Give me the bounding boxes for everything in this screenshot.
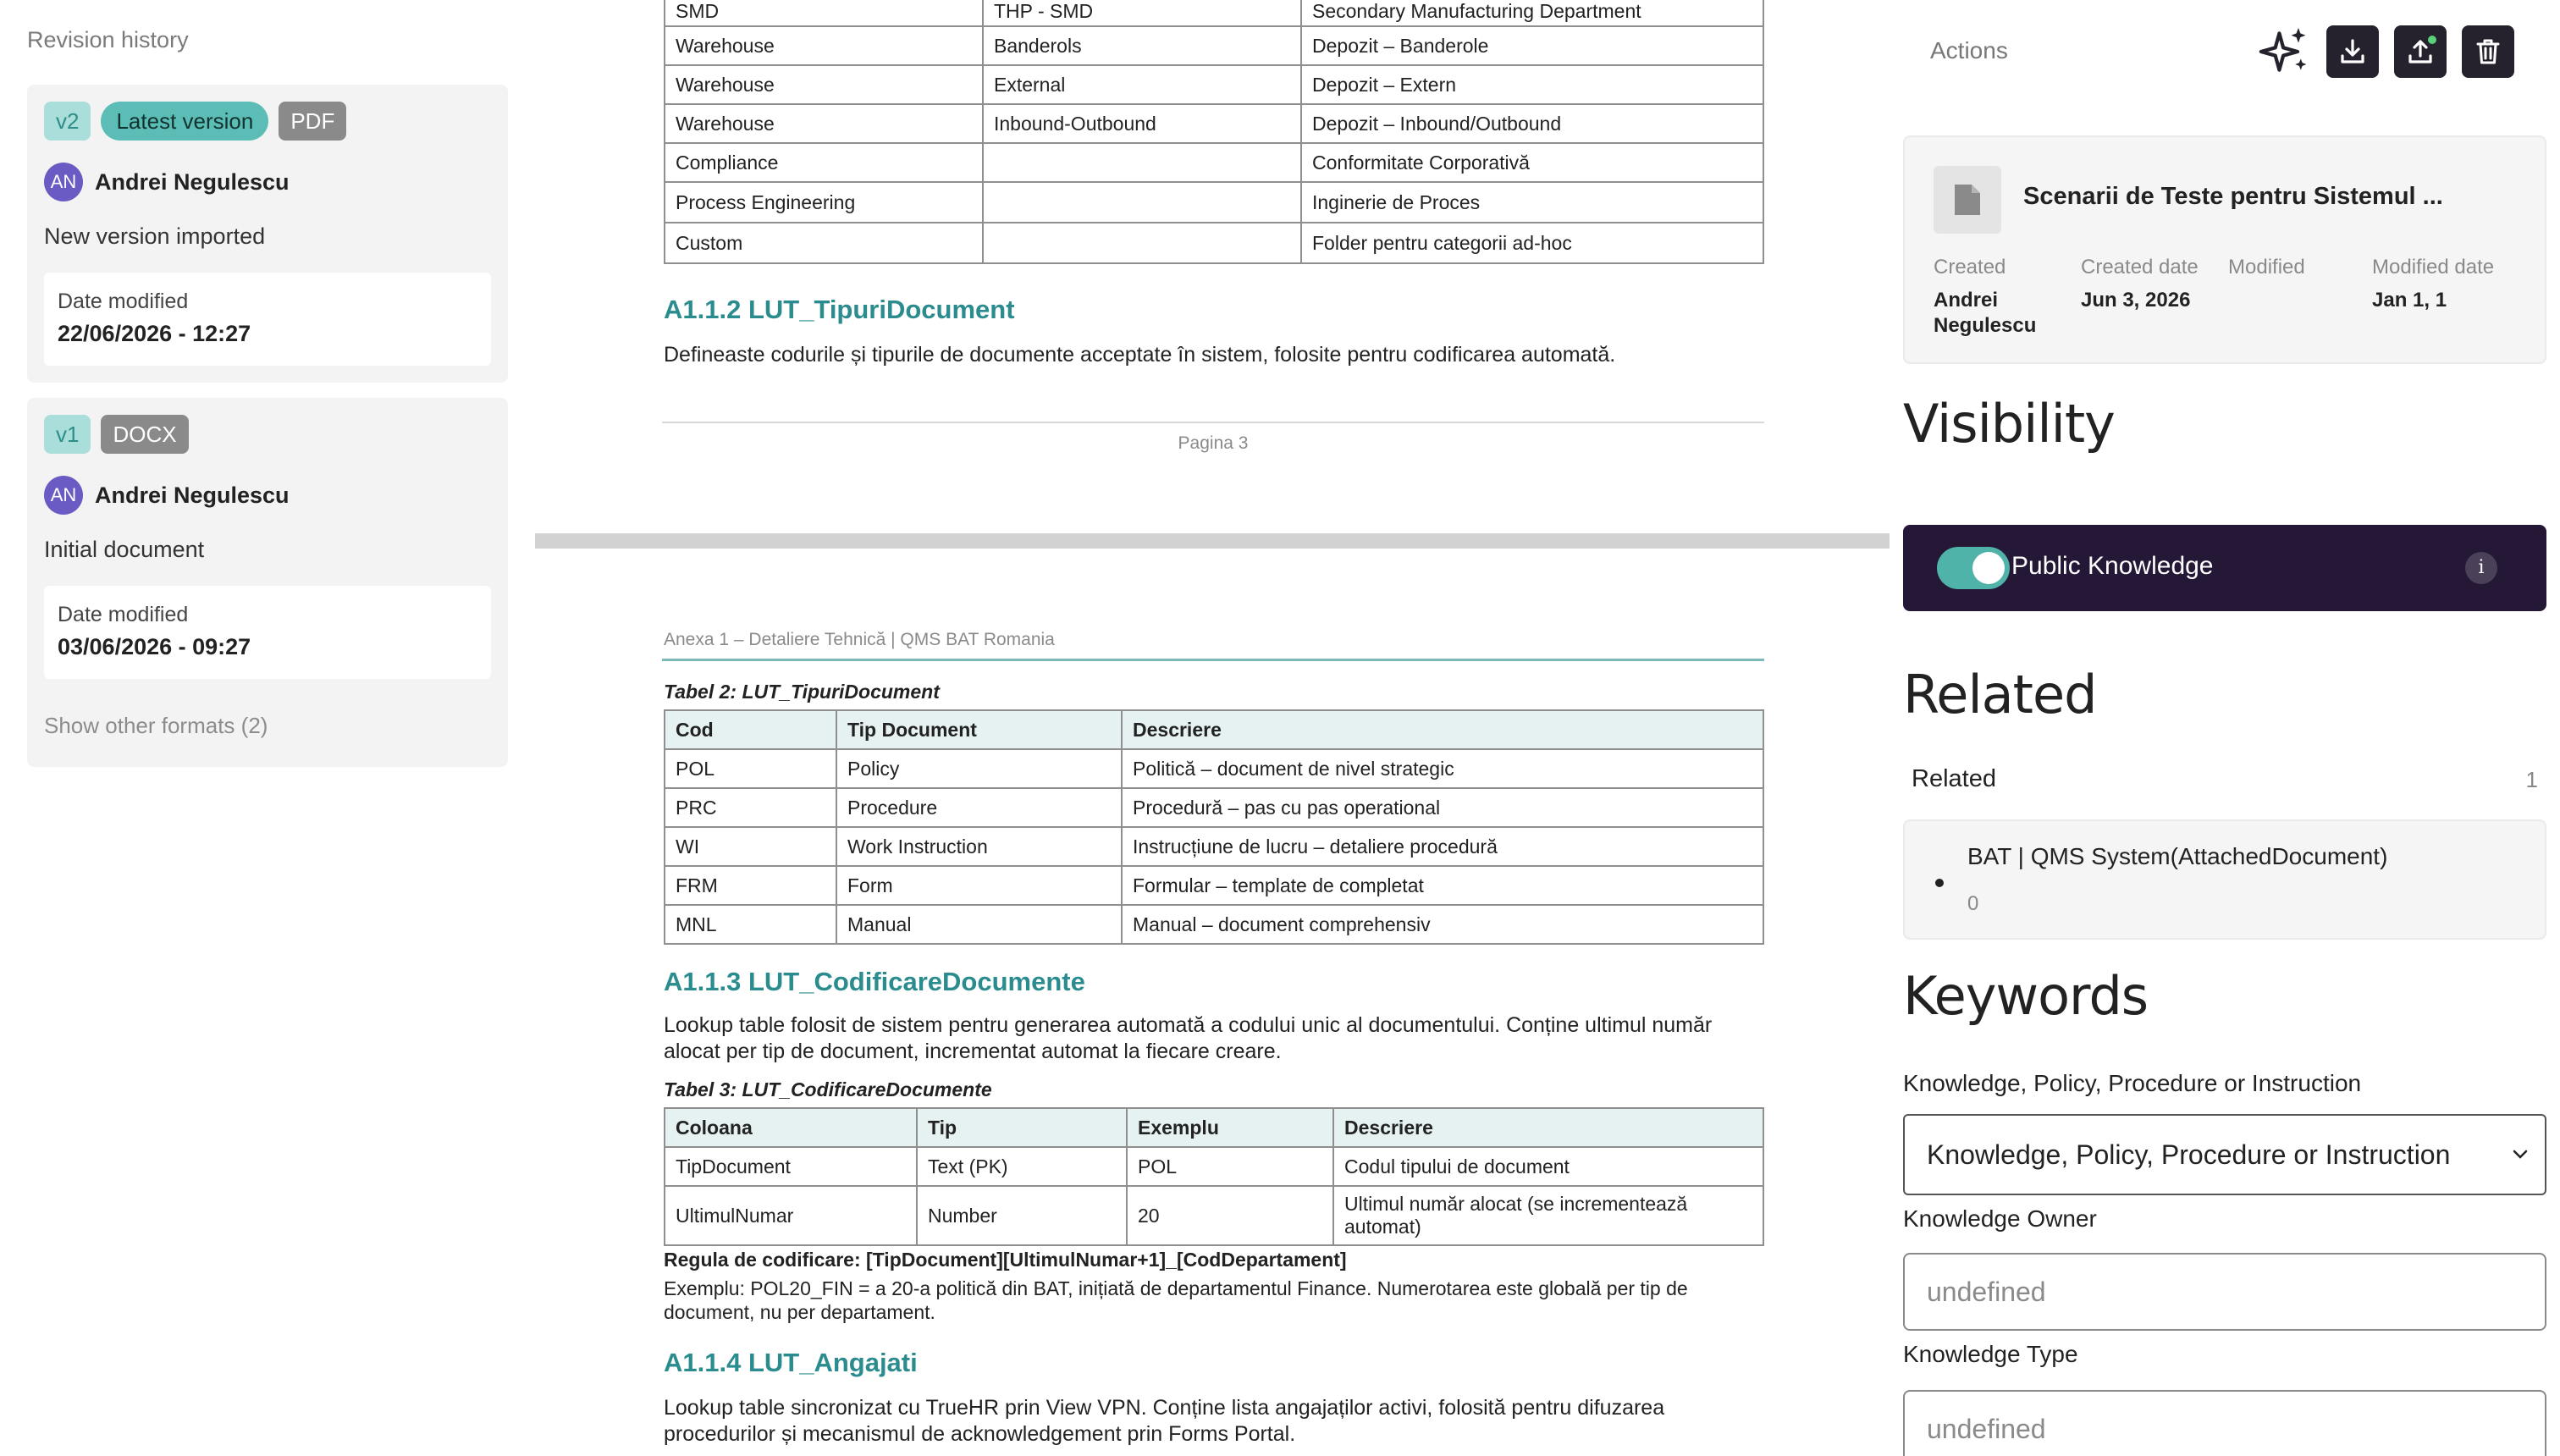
table-cell: Work Instruction [836, 827, 1122, 866]
table-cell: Text (PK) [917, 1147, 1127, 1186]
author-name: Andrei Negulescu [95, 168, 290, 195]
table-header-cell: Exemplu [1127, 1108, 1333, 1147]
page-number: Pagina 3 [1178, 433, 1249, 453]
bullet-icon [1935, 879, 1944, 887]
table-cell: External [983, 65, 1301, 104]
table-row [665, 223, 1763, 263]
coding-example: Exemplu: POL20_FIN = a 20-a politică din BAT, inițiată de departamentul Finance. Numerotarea este globală per tip de document, nu per departament. [664, 1277, 1688, 1323]
meta-modified-date-label: Modified date [2372, 256, 2495, 279]
category-select[interactable] [1903, 1114, 2546, 1195]
paragraph-a112: Defineaste codurile și tipurile de documente acceptate în sistem, folosite pentru codificarea automată. [664, 343, 1616, 367]
table-cell: Procedure [836, 788, 1122, 827]
page-separator [535, 533, 1890, 549]
public-knowledge-label: Public Knowledge [2011, 552, 2214, 580]
table-header-cell: Coloana [665, 1108, 917, 1147]
visibility-heading: Visibility [1903, 393, 2115, 455]
related-item-count: 0 [1967, 892, 1979, 915]
table-header-cell: Cod [665, 710, 836, 749]
paragraph-a114: Lookup table sincronizat cu TrueHR prin View VPN. Conține lista angajaților activi, folosită pentru difuzarea procedurilor și mecanismul de acknowledgement prin Forms Portal. [664, 1396, 1665, 1446]
table-cell: PRC [665, 788, 836, 827]
table-header-cell: Tip Document [836, 710, 1122, 749]
table-row [665, 866, 1763, 905]
document-icon [1934, 166, 2001, 234]
meta-modified-label: Modified [2228, 256, 2305, 279]
table-cell: Formular – template de completat [1122, 866, 1763, 905]
table-cell: UltimulNumar [665, 1186, 917, 1245]
table-row [665, 26, 1763, 65]
table-cell: Manual – document comprehensiv [1122, 905, 1763, 944]
table-cell: Compliance [665, 143, 983, 182]
table-cell: Depozit – Banderole [1301, 26, 1763, 65]
document-coding-table [664, 1107, 1764, 1246]
table-row [665, 143, 1763, 182]
knowledge-owner-label: Knowledge Owner [1903, 1205, 2097, 1232]
category-select-value: Knowledge, Policy, Procedure or Instruction [1927, 1139, 2451, 1170]
table-header-cell: Tip [917, 1108, 1127, 1147]
table2-caption: Tabel 2: LUT_TipuriDocument [664, 681, 940, 703]
related-item-title[interactable]: BAT | QMS System(AttachedDocument) [1967, 843, 2388, 869]
table-header-cell: Descriere [1122, 710, 1763, 749]
document-types-table [664, 709, 1764, 945]
table-cell: Inbound-Outbound [983, 104, 1301, 143]
table-cell: Secondary Manufacturing Department [1301, 0, 1763, 26]
table-row [665, 788, 1763, 827]
table-row [665, 0, 1763, 26]
revision-description: Initial document [44, 537, 205, 562]
table-row [665, 905, 1763, 944]
status-dot [2428, 36, 2436, 44]
table-row [665, 65, 1763, 104]
format-badge[interactable]: PDF [279, 102, 346, 141]
departments-table [664, 0, 1764, 264]
visibility-bar [1903, 525, 2546, 611]
table-cell: MNL [665, 905, 836, 944]
meta-created-date [2081, 256, 2199, 313]
meta-modified-date [2372, 256, 2494, 313]
meta-created [1934, 256, 2061, 339]
latest-version-badge: Latest version [101, 102, 268, 141]
file-name: Scenarii de Teste pentru Sistemul ... [2023, 183, 2443, 210]
meta-created-label: Created [1934, 256, 2006, 279]
table-row [665, 1186, 1763, 1245]
table-cell: Instrucțiune de lucru – detaliere procedură [1122, 827, 1763, 866]
table-cell [983, 223, 1301, 263]
actions-label: Actions [1930, 37, 2008, 63]
related-item[interactable] [1903, 819, 2546, 940]
table-cell: TipDocument [665, 1147, 917, 1186]
file-info-card [1903, 135, 2546, 364]
table-cell: Codul tipului de document [1333, 1147, 1763, 1186]
coding-rule: Regula de codificare: [TipDocument][UltimulNumar+1]_[CodDepartament] [664, 1249, 1347, 1271]
table-cell: Folder pentru categorii ad-hoc [1301, 223, 1763, 263]
table-cell: SMD [665, 0, 983, 26]
table-cell: Number [917, 1186, 1127, 1245]
avatar: AN [44, 476, 83, 515]
keywords-heading: Keywords [1903, 965, 2149, 1027]
section-heading-a112: A1.1.2 LUT_TipuriDocument [664, 295, 1015, 324]
toggle-knob [1972, 552, 2005, 584]
knowledge-owner-input[interactable] [1905, 1255, 2545, 1329]
paragraph-a113: Lookup table folosit de sistem pentru generarea automată a codului unic al documentului. Conține ultimul număr alocat per tip de document, incrementat automat la fiecare creare. [664, 1013, 1713, 1063]
avatar: AN [44, 163, 83, 201]
table-cell: Ultimul număr alocat (se incrementează automat) [1333, 1186, 1763, 1245]
table3-caption: Tabel 3: LUT_CodificareDocumente [664, 1078, 992, 1100]
meta-modified [2228, 256, 2305, 288]
table-cell: Politică – document de nivel strategic [1122, 749, 1763, 788]
format-badge[interactable]: DOCX [101, 415, 188, 454]
show-other-formats-link[interactable]: Show other formats (2) [44, 713, 268, 738]
page-header-divider [662, 659, 1764, 661]
section-heading-a114: A1.1.4 LUT_Angajati [664, 1348, 918, 1377]
table-cell: POL [1127, 1147, 1333, 1186]
related-count: 1 [2525, 767, 2538, 792]
date-modified-label: Date modified [58, 603, 189, 626]
chevron-down-icon [2511, 1144, 2530, 1163]
sparkle-icon [2259, 24, 2311, 80]
table-row [665, 182, 1763, 223]
table-cell [983, 182, 1301, 223]
related-heading: Related [1903, 664, 2097, 725]
date-modified-box [44, 586, 491, 679]
date-modified-value: 22/06/2026 - 12:27 [58, 321, 251, 346]
table-cell: Banderols [983, 26, 1301, 65]
meta-created-value: Andrei Negulescu [1934, 289, 2037, 337]
revision-history-panel [0, 0, 535, 1456]
table-row [665, 104, 1763, 143]
public-knowledge-toggle[interactable] [1937, 547, 2010, 589]
upload-button[interactable] [2394, 25, 2447, 78]
date-modified-box [44, 273, 491, 366]
trash-icon [2474, 37, 2502, 66]
table-cell [983, 143, 1301, 182]
table-cell: 20 [1127, 1186, 1333, 1245]
table-cell: Conformitate Corporativă [1301, 143, 1763, 182]
knowledge-type-field[interactable] [1903, 1390, 2546, 1456]
info-icon[interactable]: i [2465, 552, 2497, 584]
revision-card-v2[interactable] [27, 85, 508, 383]
table-header-row [665, 710, 1763, 749]
meta-created-date-label: Created date [2081, 256, 2199, 279]
table-header-cell: Descriere [1333, 1108, 1763, 1147]
revision-card-v1[interactable] [27, 398, 508, 767]
table-cell: Policy [836, 749, 1122, 788]
date-modified-value: 03/06/2026 - 09:27 [58, 634, 251, 659]
download-icon [2338, 37, 2367, 66]
knowledge-owner-field[interactable] [1903, 1253, 2546, 1331]
category-field-label: Knowledge, Policy, Procedure or Instruction [1903, 1070, 2362, 1096]
download-button[interactable] [2326, 25, 2379, 78]
table-row [665, 1147, 1763, 1186]
section-heading-a113: A1.1.3 LUT_CodificareDocumente [664, 967, 1085, 996]
table-cell: WI [665, 827, 836, 866]
ai-sparkle-button[interactable] [2259, 25, 2311, 78]
version-badge: v1 [44, 415, 91, 454]
table-header-row [665, 1108, 1763, 1147]
details-panel [1890, 0, 2560, 1456]
meta-created-date-value: Jun 3, 2026 [2081, 289, 2191, 312]
table-cell: Procedură – pas cu pas operational [1122, 788, 1763, 827]
delete-button[interactable] [2462, 25, 2514, 78]
table-cell: Custom [665, 223, 983, 263]
revision-history-title: Revision history [27, 27, 189, 52]
table-cell: Warehouse [665, 104, 983, 143]
table-cell: Manual [836, 905, 1122, 944]
table-cell: FRM [665, 866, 836, 905]
revision-description: New version imported [44, 223, 266, 249]
table-cell: THP - SMD [983, 0, 1301, 26]
table-row [665, 749, 1763, 788]
meta-modified-date-value: Jan 1, 1 [2372, 289, 2447, 312]
table-cell: Form [836, 866, 1122, 905]
date-modified-label: Date modified [58, 290, 189, 313]
table-cell: Warehouse [665, 26, 983, 65]
version-badge: v2 [44, 102, 91, 141]
table-cell: Warehouse [665, 65, 983, 104]
page-footer-divider [662, 422, 1764, 423]
table-row [665, 827, 1763, 866]
related-subheading: Related [1912, 765, 1996, 792]
table-cell: Depozit – Extern [1301, 65, 1763, 104]
table-cell: Process Engineering [665, 182, 983, 223]
knowledge-type-input[interactable] [1905, 1392, 2545, 1456]
table-cell: POL [665, 749, 836, 788]
author-name: Andrei Negulescu [95, 482, 290, 508]
table-cell: Inginerie de Proces [1301, 182, 1763, 223]
table-cell: Depozit – Inbound/Outbound [1301, 104, 1763, 143]
knowledge-type-label: Knowledge Type [1903, 1341, 2078, 1367]
page-header: Anexa 1 – Detaliere Tehnică | QMS BAT Romania [664, 630, 1055, 649]
